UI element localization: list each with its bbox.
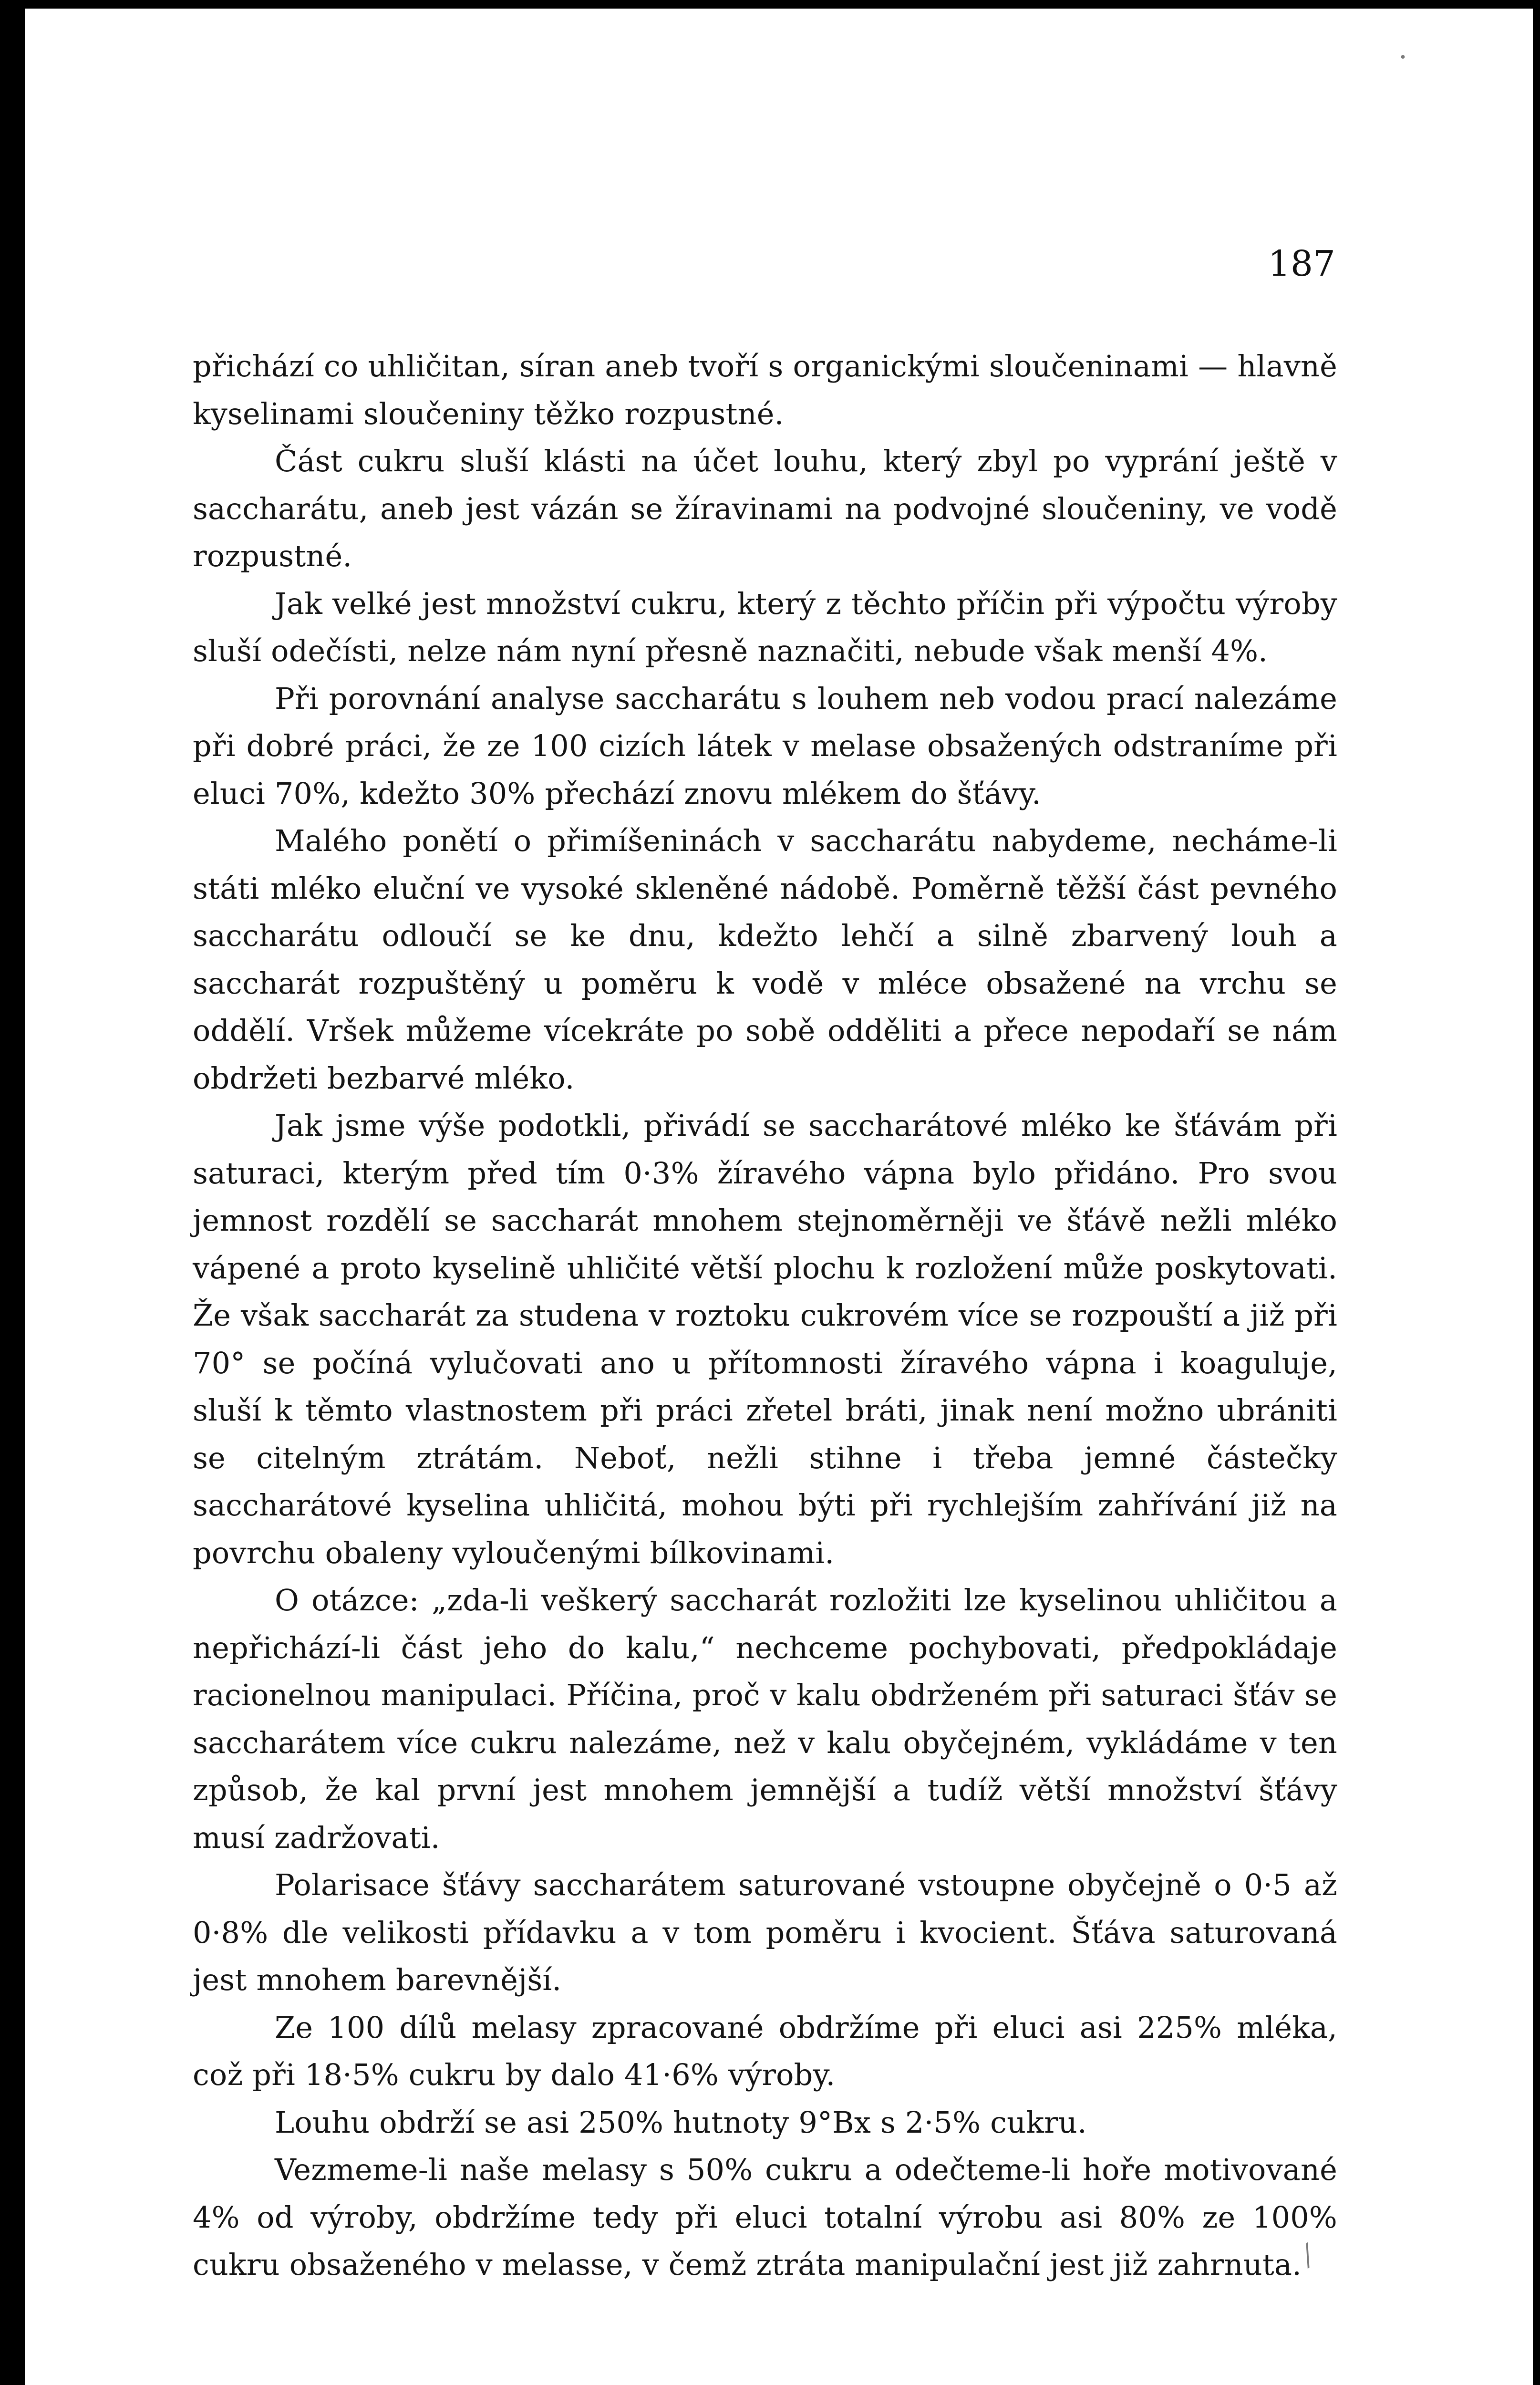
paragraph: přichází co uhličitan, síran aneb tvoří s organickými sloučeninami — hlavně kyselinami sloučeniny těžko rozpustné. bbox=[193, 349, 1337, 431]
paragraph: Vezmeme-li naše melasy s 50% cukru a odečteme-li hoře motivované 4% od výroby, obdržíme tedy při eluci totalní výrobu asi 80% ze 100% cukru obsaženého v melasse, v čemž ztráta manipulační jest již zahrnuta. bbox=[193, 2152, 1337, 2282]
paragraph: Ze 100 dílů melasy zpracované obdržíme při eluci asi 225% mléka, což při 18·5% cukru by dalo 41·6% výroby. bbox=[193, 2010, 1337, 2092]
paragraph: Část cukru sluší klásti na účet louhu, který zbyl po vyprání ještě v saccharátu, aneb jest vázán se žíravinami na podvojné sloučeniny, ve vodě rozpustné. bbox=[193, 444, 1337, 573]
paragraph: Malého ponětí o přimíšeninách v saccharátu nabydeme, necháme-li státi mléko eluční ve vysoké skleněné nádobě. Poměrně těžší část pevného saccharátu odloučí se ke dnu, kdežto lehčí a silně zbarvený louh a saccharát rozpuštěný u poměru k vodě v mléce obsažené na vrchu se oddělí. Vršek můžeme vícekráte po sobě odděliti a přece nepodaří se nám obdržeti bezbarvé mléko. bbox=[193, 823, 1337, 1096]
paragraph: O otázce: „zda-li veškerý saccharát rozložiti lze kyselinou uhličitou a nepřichází-li část jeho do kalu,“ nechceme pochybovati, předpokládaje racionelnou manipulaci. Příčina, proč v kalu obdrženém při saturaci šťáv se saccharátem více cukru nalezáme, než v kalu obyčejném, vykládáme v ten způsob, že kal první jest mnohem jemnější a tudíž větší množství šťávy musí zadržovati. bbox=[193, 1583, 1337, 1855]
paragraph: Jak velké jest množství cukru, který z těchto příčin při výpočtu výroby sluší odečísti, nelze nám nyní přesně naznačiti, nebude však menší 4%. bbox=[193, 586, 1337, 668]
page-number: 187 bbox=[1268, 243, 1335, 284]
scan-stroke-mark: ⁄ bbox=[1296, 2241, 1320, 2271]
scan-speck-mark: · bbox=[1398, 41, 1408, 74]
body-text bbox=[193, 342, 1337, 2289]
paragraph: Louhu obdrží se asi 250% hutnoty 9°Bx s 2·5% cukru. bbox=[275, 2105, 1087, 2140]
paragraph: Při porovnání analyse saccharátu s louhem neb vodou prací nalezáme při dobré práci, že ze 100 cizích látek v melase obsažených odstraníme při eluci 70%, kdežto 30% přechází znovu mlékem do šťávy. bbox=[193, 681, 1337, 811]
paragraph: Polarisace šťávy saccharátem saturované vstoupne obyčejně o 0·5 až 0·8% dle velikosti přídavku a v tom poměru i kvocient. Šťáva saturovaná jest mnohem barevnější. bbox=[193, 1867, 1337, 1997]
paragraph: Jak jsme výše podotkli, přivádí se saccharátové mléko ke šťávám při saturaci, kterým před tím 0·3% žíravého vápna bylo přidáno. Pro svou jemnost rozdělí se saccharát mnohem stejnoměrněji ve šťávě nežli mléko vápené a proto kyselině uhličité větší plochu k rozložení může poskytovati. Že však saccharát za studena v roztoku cukrovém více se rozpouští a již při 70° se počíná vylučovati ano u přítomnosti žíravého vápna i koaguluje, sluší k těmto vlastnostem při práci zřetel bráti, jinak není možno ubrániti se citelným ztrátám. Neboť, nežli stihne i třeba jemné částečky saccharátové kyselina uhličitá, mohou býti při rychlejším zahřívání již na povrchu obaleny vyloučenými bílkovinami. bbox=[193, 1108, 1337, 1570]
book-page bbox=[25, 9, 1533, 2385]
